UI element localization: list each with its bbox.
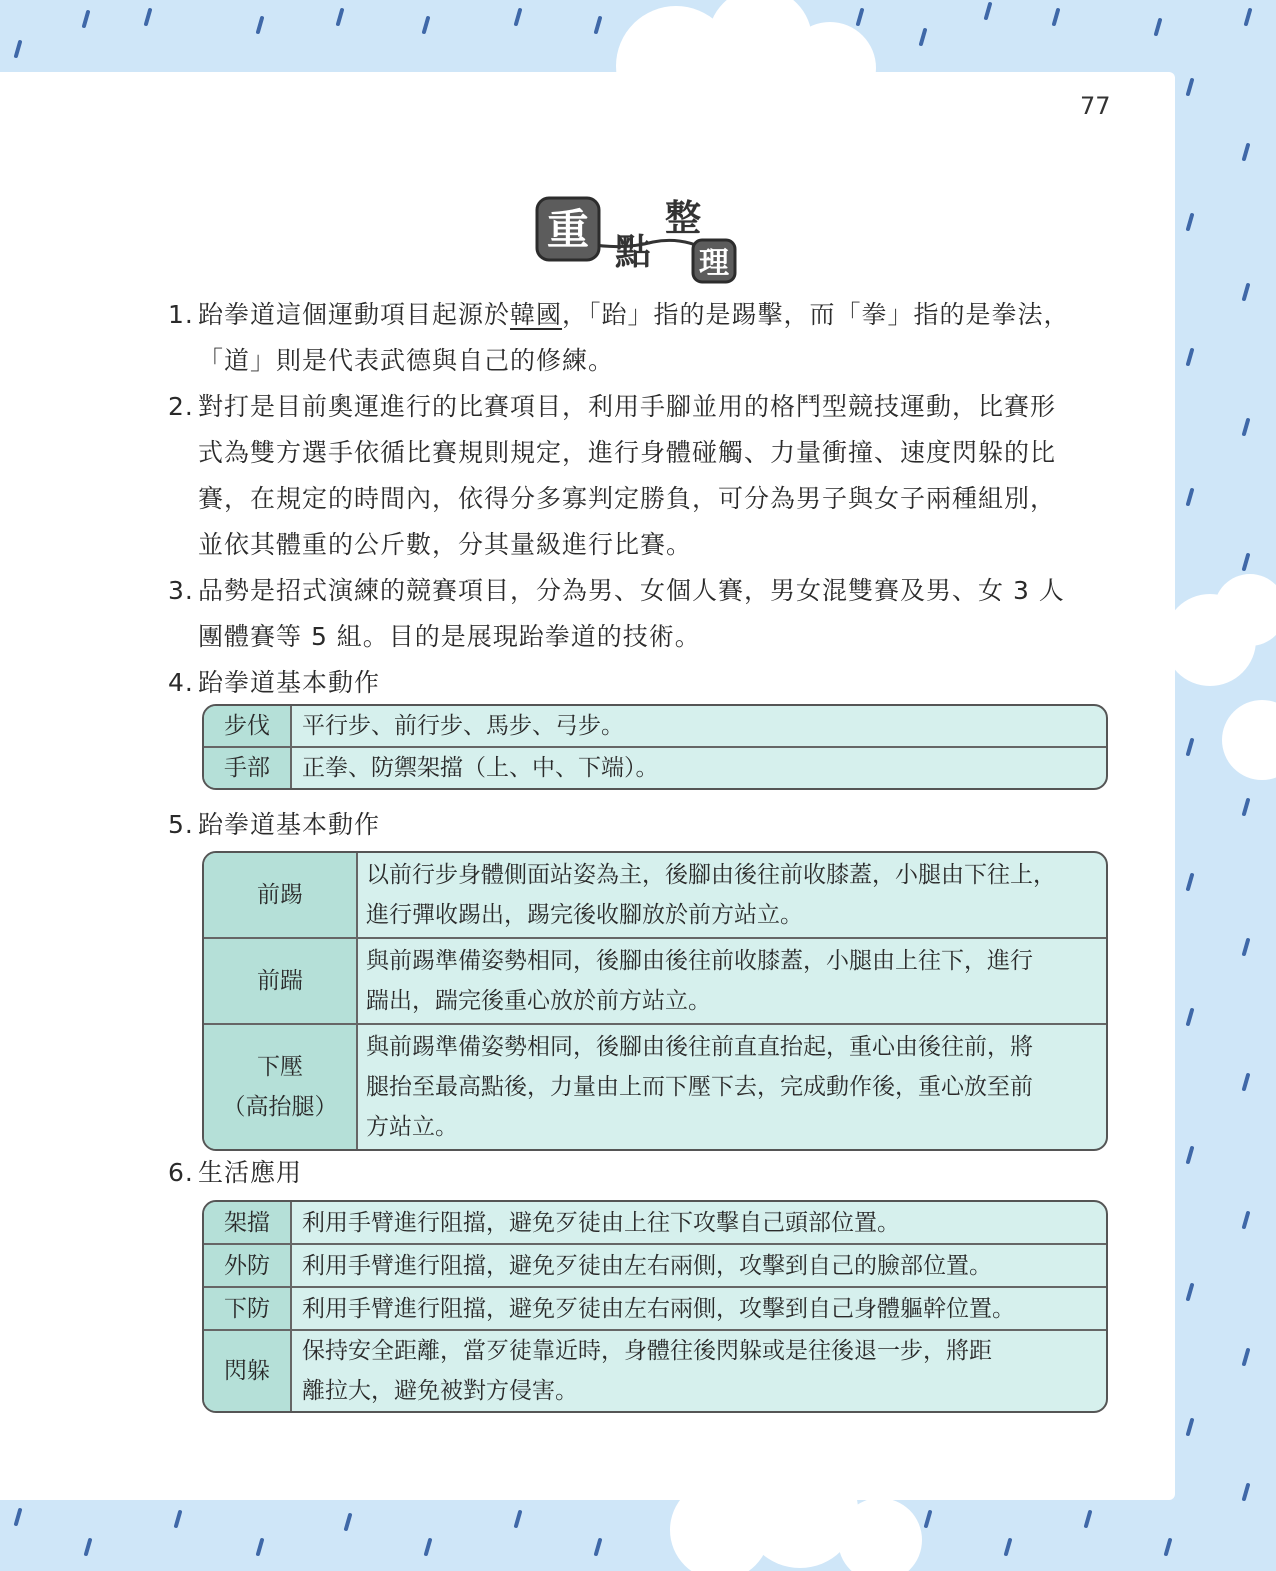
- title-char-4: 理: [699, 246, 729, 281]
- row-body: 正拳、防禦架擋（上、中、下端）。: [302, 755, 659, 781]
- row-header: 閃躲: [204, 1331, 292, 1411]
- item-number: 5.: [168, 810, 194, 839]
- row-body: 與前踢準備姿勢相同，後腳由後往前直直抬起，重心由後往前，將 腿抬至最高點後，力量由上而下壓下去，完成動作後，重心放至前 方站立。: [366, 1034, 1033, 1140]
- row-body: 利用手臂進行阻擋，避免歹徒由上往下攻擊自己頭部位置。: [292, 1202, 1106, 1245]
- row-header: 外防: [204, 1245, 292, 1288]
- row-body: 平行步、前行步、馬步、弓步。: [292, 706, 1106, 748]
- row-header: 手部: [204, 748, 292, 788]
- kicks-table: [202, 851, 1108, 1151]
- item-3: 3. 品勢是招式演練的競賽項目，分為男、女個人賽，男女混雙賽及男、女 3 人 團體賽等 5 組。目的是展現跆拳道的技術。: [168, 568, 1110, 660]
- row-body: 以前行步身體側面站姿為主，後腳由後往前收膝蓋，小腿由下往上， 進行彈收踢出，踢完後收腳放於前方站立。: [358, 853, 1106, 939]
- item-number: 6.: [168, 1158, 194, 1187]
- table-row: [204, 1245, 1106, 1288]
- table-row: [204, 939, 1106, 1025]
- item-6-heading: 6. 生活應用: [168, 1150, 1110, 1196]
- title-badge: [533, 192, 743, 284]
- table-row: [204, 1202, 1106, 1245]
- item-number: 1.: [168, 300, 194, 329]
- item-1: 1. 跆拳道這個運動項目起源於韓國，「跆」指的是踢擊，而「拳」指的是拳法， 「道」則是代表武德與自己的修練。: [168, 292, 1110, 384]
- row-body: 利用手臂進行阻擋，避免歹徒由左右兩側，攻擊到自己身體軀幹位置。: [292, 1288, 1106, 1331]
- row-header: 下防: [204, 1288, 292, 1331]
- row-body: 利用手臂進行阻擋，避免歹徒由左右兩側，攻擊到自己的臉部位置。: [292, 1245, 1106, 1288]
- underlined-korea: 韓國: [510, 300, 563, 329]
- table-row: [204, 853, 1106, 939]
- table-row: [204, 1331, 1106, 1411]
- table-row: [204, 1288, 1106, 1331]
- table-row: [204, 1025, 1106, 1149]
- title-char-3: 整: [664, 198, 702, 239]
- table-row: [204, 706, 1106, 748]
- row-body: 保持安全距離，當歹徒靠近時，身體往後閃躲或是往後退一步，將距 離拉大，避免被對方侵害。: [302, 1338, 992, 1404]
- item-number: 3.: [168, 576, 194, 605]
- daily-application-table: [202, 1200, 1108, 1413]
- table-row: [204, 748, 1106, 788]
- title-char-2: 點: [614, 232, 652, 273]
- summary-content: [168, 292, 1110, 706]
- item-number: 2.: [168, 392, 194, 421]
- item-4-heading: 4. 跆拳道基本動作: [168, 660, 1110, 706]
- row-header: 步伐: [204, 706, 292, 748]
- row-body: 與前踢準備姿勢相同，後腳由後往前收膝蓋，小腿由上往下，進行 踹出，踹完後重心放於前方站立。: [358, 939, 1106, 1025]
- item-5-heading: 5. 跆拳道基本動作: [168, 802, 1110, 848]
- title-char-1: 重: [546, 205, 590, 254]
- row-header: 下壓 （高抬腿）: [204, 1025, 358, 1149]
- row-header: 前踢: [204, 853, 358, 939]
- row-header: 前踹: [204, 939, 358, 1025]
- basic-movements-table-1: [202, 704, 1108, 790]
- item-2: 2. 對打是目前奧運進行的比賽項目，利用手腳並用的格鬥型競技運動，比賽形 式為雙方選手依循比賽規則規定，進行身體碰觸、力量衝撞、速度閃躲的比 賽，在規定的時間內，依得分多寡判定勝負，可分為男子與女子兩種組別， 並依其體重的公斤數，分其量級進行比賽。: [168, 384, 1110, 568]
- page-number: 77: [1080, 92, 1111, 120]
- row-header: 架擋: [204, 1202, 292, 1245]
- item-number: 4.: [168, 668, 194, 697]
